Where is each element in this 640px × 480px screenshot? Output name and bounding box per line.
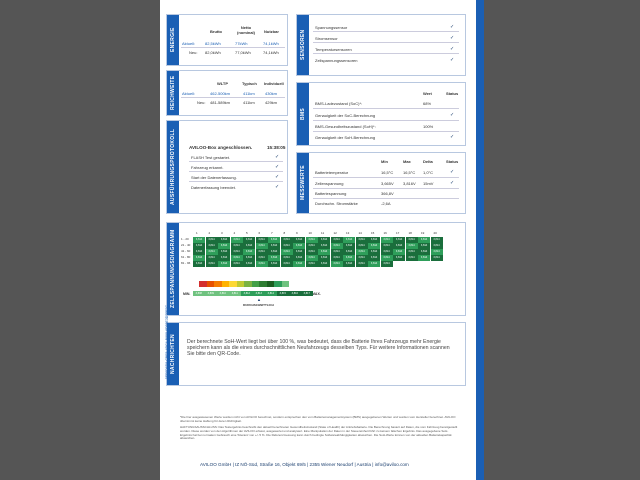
grid-row-label: 81 - 96 bbox=[181, 261, 191, 265]
reichweite-row-aktuell-label: Aktuell: bbox=[182, 91, 196, 96]
cell-voltage: 3,814 bbox=[268, 237, 280, 243]
cell-voltage: 3,814 bbox=[381, 249, 393, 255]
cell-voltage: 3,814 bbox=[306, 243, 318, 249]
cell-voltage: 3,814 bbox=[431, 249, 443, 255]
cell-voltage: 3,814 bbox=[343, 261, 355, 267]
bms-section bbox=[296, 82, 466, 146]
cell-voltage: 3,814 bbox=[331, 261, 343, 267]
check-icon: ✓ bbox=[275, 174, 280, 180]
cell-voltage: 3,814 bbox=[231, 243, 243, 249]
disclaimer-text: HAFTUNGSAUSSCHLUSS: Das Testergebnis beschreibt den aktuell berechneten Gesundheitszustand (State of Health) der Antriebsbatterie. Die Berechnung basiert auf Daten, die vom Fahrzeug bereitgestellt wurden. Diese wurden von den Algorithmen der AVILOO erfasst, ausgewertet und analysiert. Eine Manipulation der Daten in der Steuereinheit führt zu keinem falschen Ergebnis. Das ausgegebene SoH-Ergebnis hat bei normalem Gebrauch eine Toleranz von +/- 5 %. Die Referenzmessung kann durch bedingte Softwareabhängigkeiten abweichen. Die SoH-Werte können von der aktuellen Batteriekapazität abweichen. bbox=[180, 425, 458, 441]
messwerte-header-max: Max bbox=[403, 159, 411, 164]
message-text: Der berechnete SoH-Wert liegt bei über 100 %, was bedeutet, dass die Batterie Ihres Fahrzeugs mehr Energie speichern kann als die eines durchschnittlichen Neufahrzeugs desselben Typs. Für weitere Informationen scannen Sie bitte den QR-Code. bbox=[187, 339, 450, 357]
energie-section bbox=[166, 14, 288, 66]
cell-voltage: 3,814 bbox=[231, 249, 243, 255]
protocol-item: Start der Datenerfassung. bbox=[191, 175, 237, 180]
bms-label: BMS bbox=[297, 83, 309, 145]
check-icon: ✓ bbox=[450, 180, 455, 186]
cell-voltage: 3,814 bbox=[431, 237, 443, 243]
cell-voltage: 3,814 bbox=[281, 243, 293, 249]
energie-aktuell-nutzbar: 74,1kWh bbox=[263, 41, 279, 46]
divider bbox=[189, 171, 283, 172]
page-accent-strip bbox=[476, 0, 484, 480]
energie-label: ENERGIE bbox=[167, 15, 179, 65]
grid-column-label: 12 bbox=[333, 231, 337, 235]
cell-voltage: 3,814 bbox=[218, 243, 230, 249]
messwerte-row-label: Zellenspannung bbox=[315, 181, 344, 186]
cell-voltage: 3,814 bbox=[306, 261, 318, 267]
cell-voltage: 3,814 bbox=[368, 243, 380, 249]
cell-voltage: 3,814 bbox=[318, 237, 330, 243]
protocol-time: 15:38:05 bbox=[267, 145, 286, 150]
ausfuehrung-label: AUSFÜHRUNGSPROTOKOLL bbox=[167, 121, 179, 213]
average-marker-icon: ▲ bbox=[257, 297, 261, 302]
ausfuehrung-section bbox=[166, 120, 288, 214]
scale-value: 3,816 bbox=[289, 291, 301, 296]
cell-voltage: 3,814 bbox=[231, 237, 243, 243]
grid-column-label: 2 bbox=[208, 231, 211, 235]
cell-voltage: 3,814 bbox=[256, 255, 268, 261]
grid-column-label: 4 bbox=[233, 231, 236, 235]
cell-voltage: 3,814 bbox=[256, 261, 268, 267]
reichweite-neu-wltp: 481-589km bbox=[210, 100, 231, 105]
bms-row-label: Genauigkeit der SoH-Berechnung bbox=[315, 135, 376, 140]
energie-header-brutto: Brutto bbox=[210, 29, 222, 34]
cell-voltage: 3,814 bbox=[418, 237, 430, 243]
grid-row-label: 41 - 60 bbox=[181, 249, 191, 253]
energie-neu-netto: 77,0kWh bbox=[235, 50, 251, 55]
scale-value: 3,815 bbox=[277, 291, 289, 296]
cell-voltage: 3,814 bbox=[431, 243, 443, 249]
cell-voltage: 3,814 bbox=[318, 243, 330, 249]
grid-column-label: 7 bbox=[271, 231, 273, 235]
scale-value: 3,814 bbox=[265, 291, 277, 296]
cell-voltage: 3,814 bbox=[193, 255, 205, 261]
cell-voltage: 3,814 bbox=[368, 261, 380, 267]
grid-column-label: 15 bbox=[371, 231, 375, 235]
scale-min-label: MIN. bbox=[183, 292, 191, 296]
sensor-item: Spannungssensor bbox=[315, 25, 348, 30]
check-icon: ✓ bbox=[275, 154, 280, 160]
report-page bbox=[160, 0, 476, 480]
divider bbox=[313, 108, 459, 109]
divider bbox=[181, 97, 285, 98]
protocol-item: Fahrzeug erkannt. bbox=[191, 165, 224, 170]
cell-voltage: 3,814 bbox=[206, 261, 218, 267]
check-icon: ✓ bbox=[275, 164, 280, 170]
protocol-item: Datenerfassung beendet. bbox=[191, 185, 236, 190]
cell-voltage: 3,814 bbox=[268, 243, 280, 249]
grid-column-label: 8 bbox=[283, 231, 286, 235]
scale-value: 3,817 bbox=[301, 291, 313, 296]
scale-value: 3,809 bbox=[205, 291, 217, 296]
check-icon: ✓ bbox=[275, 184, 280, 190]
energie-header-netto: Netto (nominal) bbox=[237, 25, 255, 35]
grid-column-label: 20 bbox=[433, 231, 437, 235]
grid-column-label: 16 bbox=[383, 231, 387, 235]
check-icon: ✓ bbox=[450, 112, 455, 118]
grid-column-label: 13 bbox=[346, 231, 350, 235]
grid-column-label: 17 bbox=[396, 231, 400, 235]
energie-neu-brutto: 82,0kWh bbox=[205, 50, 221, 55]
cell-voltage: 3,814 bbox=[318, 249, 330, 255]
messwerte-delta: 15mV bbox=[423, 181, 434, 186]
cell-voltage: 3,814 bbox=[356, 249, 368, 255]
cell-voltage: 3,814 bbox=[256, 249, 268, 255]
cell-voltage: 3,814 bbox=[406, 237, 418, 243]
cell-voltage: 3,814 bbox=[381, 261, 393, 267]
cell-voltage: 3,814 bbox=[306, 249, 318, 255]
average-label: DURCHSCHNITTLICH bbox=[243, 303, 274, 307]
zellspannung-label: ZELLSPANNUNGSDIAGRAMM bbox=[167, 223, 179, 315]
reichweite-section bbox=[166, 70, 288, 116]
check-icon: ✓ bbox=[450, 169, 455, 175]
cell-voltage: 3,814 bbox=[243, 243, 255, 249]
reichweite-header-individuell: Individuell bbox=[264, 81, 284, 86]
scale-value: 3,810 bbox=[217, 291, 229, 296]
cell-voltage: 3,814 bbox=[293, 261, 305, 267]
grid-column-label: 6 bbox=[258, 231, 261, 235]
cell-voltage: 3,814 bbox=[356, 261, 368, 267]
grid-column-label: 1 bbox=[196, 231, 198, 235]
bms-row-label: Genauigkeit der SoC-Berechnung bbox=[315, 113, 376, 118]
messwerte-header-status: Status bbox=[446, 159, 459, 164]
cell-voltage: 3,814 bbox=[218, 261, 230, 267]
cell-voltage: 3,814 bbox=[281, 237, 293, 243]
protocol-title: AVILOO-Box angeschlossen. bbox=[189, 145, 253, 150]
cell-voltage: 3,814 bbox=[293, 255, 305, 261]
cell-voltage: 3,814 bbox=[331, 249, 343, 255]
check-icon: ✓ bbox=[450, 57, 455, 63]
cell-voltage: 3,814 bbox=[193, 237, 205, 243]
cell-voltage: 3,814 bbox=[331, 243, 343, 249]
grid-column-label: 14 bbox=[358, 231, 362, 235]
messwerte-row-label: Batteriespannung bbox=[315, 191, 347, 196]
cell-voltage: 3,814 bbox=[293, 243, 305, 249]
nachrichten-section bbox=[166, 322, 466, 386]
energie-aktuell-netto: 77kWh bbox=[235, 41, 248, 46]
cell-voltage: 3,814 bbox=[331, 255, 343, 261]
messwerte-row-label: Batterietemperatur bbox=[315, 170, 349, 175]
divider bbox=[313, 120, 459, 121]
scale-value: 3,813 bbox=[253, 291, 265, 296]
grid-column-label: 5 bbox=[246, 231, 248, 235]
cell-voltage: 3,814 bbox=[343, 243, 355, 249]
cell-voltage: 3,814 bbox=[293, 237, 305, 243]
energie-row-aktuell-label: Aktuell: bbox=[182, 41, 196, 46]
messwerte-max: 16,5°C bbox=[403, 170, 416, 175]
cell-voltage: 3,814 bbox=[356, 255, 368, 261]
cell-voltage: 3,814 bbox=[381, 255, 393, 261]
reichweite-aktuell-wltp: 462-500km bbox=[210, 91, 231, 96]
cell-voltage: 3,814 bbox=[368, 249, 380, 255]
cell-voltage: 3,814 bbox=[406, 249, 418, 255]
reichweite-row-neu-label: Neu: bbox=[197, 100, 206, 105]
cell-voltage: 3,814 bbox=[243, 255, 255, 261]
cell-voltage: 3,814 bbox=[393, 243, 405, 249]
cell-voltage: 3,814 bbox=[306, 255, 318, 261]
cell-voltage: 3,814 bbox=[231, 261, 243, 267]
cell-voltage: 3,814 bbox=[268, 261, 280, 267]
check-icon: ✓ bbox=[450, 35, 455, 41]
cell-voltage: 3,814 bbox=[218, 249, 230, 255]
cell-voltage: 3,814 bbox=[343, 237, 355, 243]
zellspannung-section bbox=[166, 222, 466, 316]
cell-voltage: 3,814 bbox=[368, 237, 380, 243]
cell-voltage: 3,814 bbox=[318, 261, 330, 267]
grid-row-label: 21 - 40 bbox=[181, 243, 191, 247]
cell-voltage: 3,814 bbox=[343, 255, 355, 261]
divider bbox=[313, 31, 459, 32]
messwerte-min: 3,665V bbox=[381, 181, 394, 186]
divider bbox=[189, 181, 283, 182]
messwerte-row-label: Durchschn. Stromstärke bbox=[315, 201, 358, 206]
cell-voltage: 3,814 bbox=[243, 261, 255, 267]
cell-voltage: 3,814 bbox=[318, 255, 330, 261]
sensoren-section bbox=[296, 14, 466, 76]
messwerte-min: -2,6A bbox=[381, 201, 391, 206]
grid-column-label: 11 bbox=[321, 231, 325, 235]
messwerte-max: 3,816V bbox=[403, 181, 416, 186]
bms-row-value: 100% bbox=[423, 124, 434, 129]
sensor-item: Zellspannungssensoren bbox=[315, 58, 358, 63]
reichweite-header-wltp: WLTP bbox=[217, 81, 229, 86]
reichweite-neu-individuell: 429km bbox=[265, 100, 278, 105]
divider bbox=[313, 42, 459, 43]
messwerte-delta: 1,0°C bbox=[423, 170, 434, 175]
cell-voltage: 3,814 bbox=[381, 237, 393, 243]
scale-value: 3,811 bbox=[229, 291, 241, 296]
cell-voltage: 3,814 bbox=[293, 249, 305, 255]
cell-voltage: 3,814 bbox=[256, 243, 268, 249]
scale-value: 3,808 bbox=[193, 291, 205, 296]
nachrichten-label: NACHRICHTEN bbox=[167, 323, 179, 385]
energie-neu-nutzbar: 74,1kWh bbox=[263, 50, 279, 55]
divider bbox=[189, 161, 283, 162]
cell-voltage: 3,814 bbox=[368, 255, 380, 261]
messwerte-min: 366,8V bbox=[381, 191, 394, 196]
cell-voltage: 3,814 bbox=[193, 243, 205, 249]
messwerte-section bbox=[296, 152, 466, 214]
cell-voltage: 3,814 bbox=[206, 237, 218, 243]
grid-column-label: 9 bbox=[296, 231, 298, 235]
bms-row-label: BMS-Gesundheitszustand (SoH)*: bbox=[315, 124, 376, 129]
cell-voltage: 3,814 bbox=[393, 249, 405, 255]
scale-segment bbox=[288, 281, 290, 287]
bms-row-value: 68% bbox=[423, 101, 432, 106]
sensor-item: Stromsensor bbox=[315, 36, 338, 41]
cell-voltage: 3,814 bbox=[268, 249, 280, 255]
sensor-item: Temperatursensoren bbox=[315, 47, 352, 52]
divider bbox=[313, 177, 459, 178]
bms-row-label: BMS-Ladezustand (SoC)*: bbox=[315, 101, 363, 106]
cell-voltage: 3,814 bbox=[193, 261, 205, 267]
reichweite-label: REICHWEITE bbox=[167, 71, 179, 115]
cell-voltage: 3,814 bbox=[243, 249, 255, 255]
cell-voltage: 3,814 bbox=[281, 261, 293, 267]
divider bbox=[313, 198, 459, 199]
cell-voltage: 3,814 bbox=[431, 255, 443, 261]
reichweite-aktuell-individuell: 430km bbox=[265, 91, 278, 96]
scale-max-label: MAX. bbox=[312, 292, 321, 296]
bms-header-wert: Wert bbox=[423, 91, 432, 96]
messwerte-min: 16,5°C bbox=[381, 170, 394, 175]
divider bbox=[313, 53, 459, 54]
cell-voltage: 3,814 bbox=[381, 243, 393, 249]
cell-voltage: 3,814 bbox=[206, 249, 218, 255]
cell-voltage: 3,814 bbox=[418, 249, 430, 255]
cell-voltage: 3,814 bbox=[243, 237, 255, 243]
cell-voltage: 3,814 bbox=[281, 249, 293, 255]
footnote-text: *Die hier ausgewiesenen Werte wurden nicht von AVILOO berechnet, sondern entsprechen den vom Batteriemanagementsystem (BMS) ausgegebenen Werten und wurden vom Hersteller berechnet. AVILOO übernimmt keine Haftung für deren Richtigkeit. bbox=[180, 415, 456, 423]
cell-voltage: 3,814 bbox=[418, 243, 430, 249]
cell-voltage: 3,814 bbox=[218, 237, 230, 243]
messwerte-label: MESSWERTE bbox=[297, 153, 309, 213]
grid-column-label: 3 bbox=[221, 231, 223, 235]
cell-voltage: 3,814 bbox=[356, 237, 368, 243]
scale-value: 3,812 bbox=[241, 291, 253, 296]
grid-row-label: 1 - 20 bbox=[181, 237, 189, 241]
cell-voltage: 3,814 bbox=[406, 255, 418, 261]
cell-voltage: 3,814 bbox=[418, 255, 430, 261]
cell-voltage: 3,814 bbox=[268, 255, 280, 261]
protocol-item: FLASH Test gestartet. bbox=[191, 155, 231, 160]
energie-header-nutzbar: Nutzbar bbox=[264, 29, 279, 34]
divider bbox=[313, 188, 459, 189]
check-icon: ✓ bbox=[450, 46, 455, 52]
energie-row-neu-label: Neu: bbox=[189, 50, 198, 55]
sensoren-label: SENSOREN bbox=[297, 15, 309, 75]
messwerte-header-delta: Delta bbox=[423, 159, 433, 164]
cell-voltage: 3,814 bbox=[206, 255, 218, 261]
cell-voltage: 3,814 bbox=[306, 237, 318, 243]
reichweite-neu-typisch: 411km bbox=[243, 100, 255, 105]
reichweite-header-typisch: Typisch bbox=[242, 81, 257, 86]
grid-row-label: 61 - 80 bbox=[181, 255, 191, 259]
grid-column-label: 19 bbox=[421, 231, 425, 235]
cell-voltage: 3,814 bbox=[218, 255, 230, 261]
cell-voltage: 3,814 bbox=[393, 255, 405, 261]
cell-voltage: 3,814 bbox=[193, 249, 205, 255]
reichweite-aktuell-typisch: 411km bbox=[243, 91, 255, 96]
cell-voltage: 3,814 bbox=[231, 255, 243, 261]
messwerte-header-min: Min bbox=[381, 159, 388, 164]
check-icon: ✓ bbox=[450, 134, 455, 140]
energie-aktuell-brutto: 82,5kWh bbox=[205, 41, 221, 46]
bms-header-status: Status bbox=[446, 91, 459, 96]
document-id: 5EF6D6D9-CBE8-4DC4-B889-6D58E3D7FF7C bbox=[165, 305, 169, 380]
cell-voltage: 3,814 bbox=[356, 243, 368, 249]
cell-voltage: 3,814 bbox=[331, 237, 343, 243]
grid-column-label: 10 bbox=[308, 231, 312, 235]
cell-voltage: 3,814 bbox=[206, 243, 218, 249]
divider bbox=[313, 131, 459, 132]
cell-voltage: 3,814 bbox=[281, 255, 293, 261]
cell-voltage: 3,814 bbox=[406, 243, 418, 249]
divider bbox=[181, 47, 285, 48]
footer-address: AVILOO GmbH | IZ NÖ-Süd, Straße 16, Objekt 69/5 | 2355 Wiener Neudorf | Austria | info@aviloo.com bbox=[200, 462, 409, 467]
cell-voltage: 3,814 bbox=[343, 249, 355, 255]
cell-voltage: 3,814 bbox=[393, 237, 405, 243]
check-icon: ✓ bbox=[450, 24, 455, 30]
grid-column-label: 18 bbox=[408, 231, 412, 235]
cell-voltage: 3,814 bbox=[256, 237, 268, 243]
